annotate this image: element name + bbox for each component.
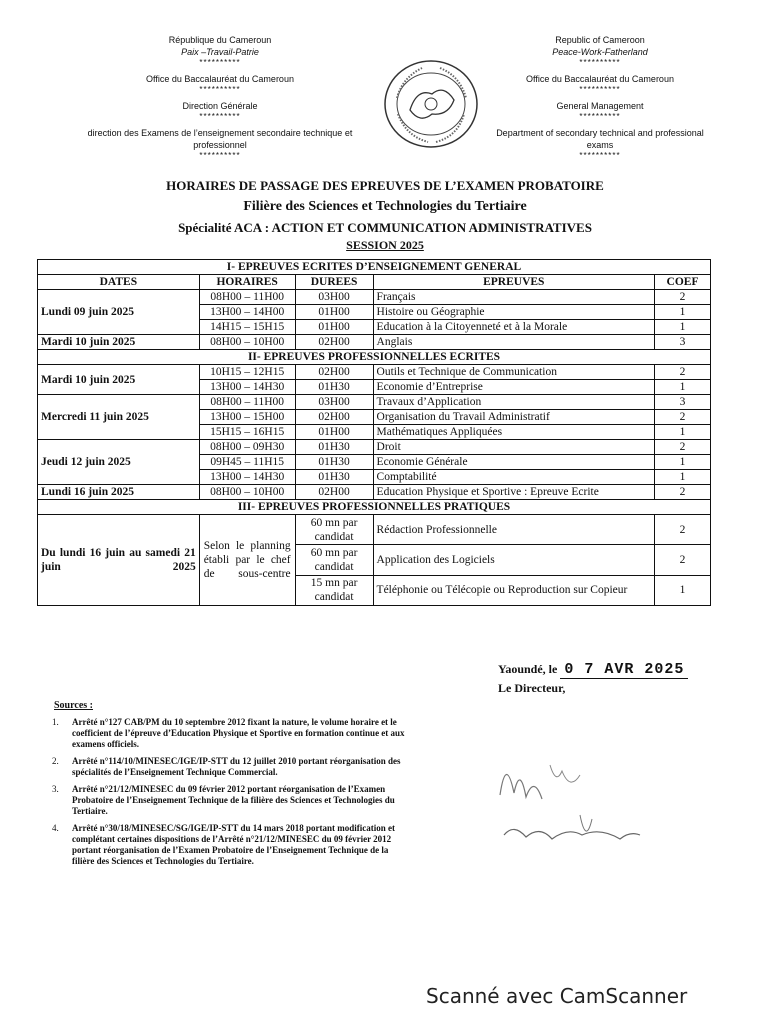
place: Yaoundé, le [498,662,558,676]
table-row: 09H45 – 11H15 01H30 Economie Générale 1 [38,455,711,470]
table-row: Du lundi 16 juin au samedi 21 juin 2025 Selon le planning établi par le chef de sous-centre 60 mn par candidat Rédaction Professionnelle 2 [38,515,711,545]
table-row: Mardi 10 juin 2025 10H15 – 12H15 02H00 Outils et Technique de Communication 2 [38,365,711,380]
table-row: 60 mn par candidat Application des Logiciels 2 [38,545,711,575]
handwritten-signature-icon [430,735,660,855]
col-epreuves: EPREUVES [373,275,654,290]
country-en: Republic of Cameroon [555,35,645,45]
table-row: 15H15 – 16H15 01H00 Mathématiques Appliquées 1 [38,425,711,440]
scanner-watermark: Scanné avec CamScanner [426,984,688,1008]
department-fr: direction des Examens de l’enseignement secondaire technique et professionnel [87,128,353,150]
document-titles [40,176,730,252]
table-row: 13H00 – 14H30 01H30 Comptabilité 1 [38,470,711,485]
table-row: Lundi 16 juin 2025 08H00 – 10H00 02H00 Education Physique et Sportive : Epreuve Ecrite 2 [38,485,711,500]
table-row: 13H00 – 14H30 01H30 Economie d’Entreprise 1 [38,380,711,395]
section-header-3: III- EPREUVES PROFESSIONNELLES PRATIQUES [38,500,711,515]
date-stamp: 0 7 AVR 2025 [560,661,688,679]
official-seal-icon [382,58,480,150]
table-row: Lundi 09 juin 2025 08H00 – 11H00 03H00 Français 2 [38,290,711,305]
stars: ********** [199,151,241,160]
sources-label: Sources : [54,700,93,711]
signature-block [498,660,688,697]
table-row: Jeudi 12 juin 2025 08H00 – 09H30 01H30 Droit 2 [38,440,711,455]
header-left [60,34,380,160]
filiere-title: Filière des Sciences et Technologies du Tertiaire [243,199,527,214]
column-headers [38,275,711,290]
schedule-table [37,259,711,606]
direction-en: General Management [556,101,644,111]
list-item: 4. Arrêté n°30/18/MINESEC/SG/IGE/IP-STT du 14 mars 2018 portant modification et complétant certaines dispositions de l’Arrêté n°21/12/MINESEC du 09 février 2012 portant réorganisation de l’Examen Probatoire de l’Enseignement Technique de la filière des Sciences et Technologies du Tertiaire. [52,823,395,866]
stars: ********** [579,85,621,94]
list-item: 1. Arrêté n°127 CAB/PM du 10 septembre 2012 fixant la nature, le volume horaire et le coefficient de l’épreuve d’Education Physique et Sportive en formation continue et aux examens officiels. [52,717,405,749]
table-row: Mardi 10 juin 2025 08H00 – 10H00 02H00 Anglais 3 [38,335,711,350]
motto-en: Peace-Work-Fatherland [552,47,648,57]
col-coef: COEF [655,275,711,290]
header-right [490,34,710,160]
direction-fr: Direction Générale [182,101,258,111]
table-row: 13H00 – 14H00 01H00 Histoire ou Géographie 1 [38,305,711,320]
country-fr: République du Cameroun [168,35,272,45]
motto-fr: Paix –Travail-Patrie [181,47,259,57]
office-fr: Office du Baccalauréat du Cameroun [146,74,294,84]
specialite-title: Spécialité ACA : ACTION ET COMMUNICATION ADMINISTRATIVES [178,220,592,235]
stars: ********** [579,151,621,160]
signatory-role: Le Directeur, [498,681,566,695]
session-title: SESSION 2025 [346,238,424,252]
list-item: 3. Arrêté n°21/12/MINESEC du 09 février 2012 portant réorganisation de l’Examen Probatoire de l’Enseignement Technique de la filière des Sciences et Technologies du Tertiaire. [52,784,395,816]
stars: ********** [579,112,621,121]
stars: ********** [579,58,621,67]
list-item: 2. Arrêté n°114/10/MINESEC/IGE/IP-STT du 12 juillet 2010 portant réorganisation des spécialités de l’Enseignement Technique Commercial. [52,756,401,777]
col-durees: DUREES [295,275,373,290]
col-dates: DATES [38,275,200,290]
table-row: 14H15 – 15H15 01H00 Education à la Citoyenneté et à la Morale 1 [38,320,711,335]
department-en: Department of secondary technical and professional exams [496,128,704,150]
table-row: 15 mn par candidat Téléphonie ou Télécopie ou Reproduction sur Copieur 1 [38,575,711,605]
col-horaires: HORAIRES [199,275,295,290]
section-header-2: II- EPREUVES PROFESSIONNELLES ECRITES [38,350,711,365]
stars: ********** [199,58,241,67]
table-row: Mercredi 11 juin 2025 08H00 – 11H00 03H00 Travaux d’Application 3 [38,395,711,410]
stars: ********** [199,85,241,94]
table-row: 13H00 – 15H00 02H00 Organisation du Travail Administratif 2 [38,410,711,425]
section-header-1: I- EPREUVES ECRITES D’ENSEIGNEMENT GENERAL [38,260,711,275]
stars: ********** [199,112,241,121]
main-title: HORAIRES DE PASSAGE DES EPREUVES DE L’EXAMEN PROBATOIRE [166,178,604,193]
sources-section [52,700,412,867]
office-en: Office du Baccalauréat du Cameroun [526,74,674,84]
